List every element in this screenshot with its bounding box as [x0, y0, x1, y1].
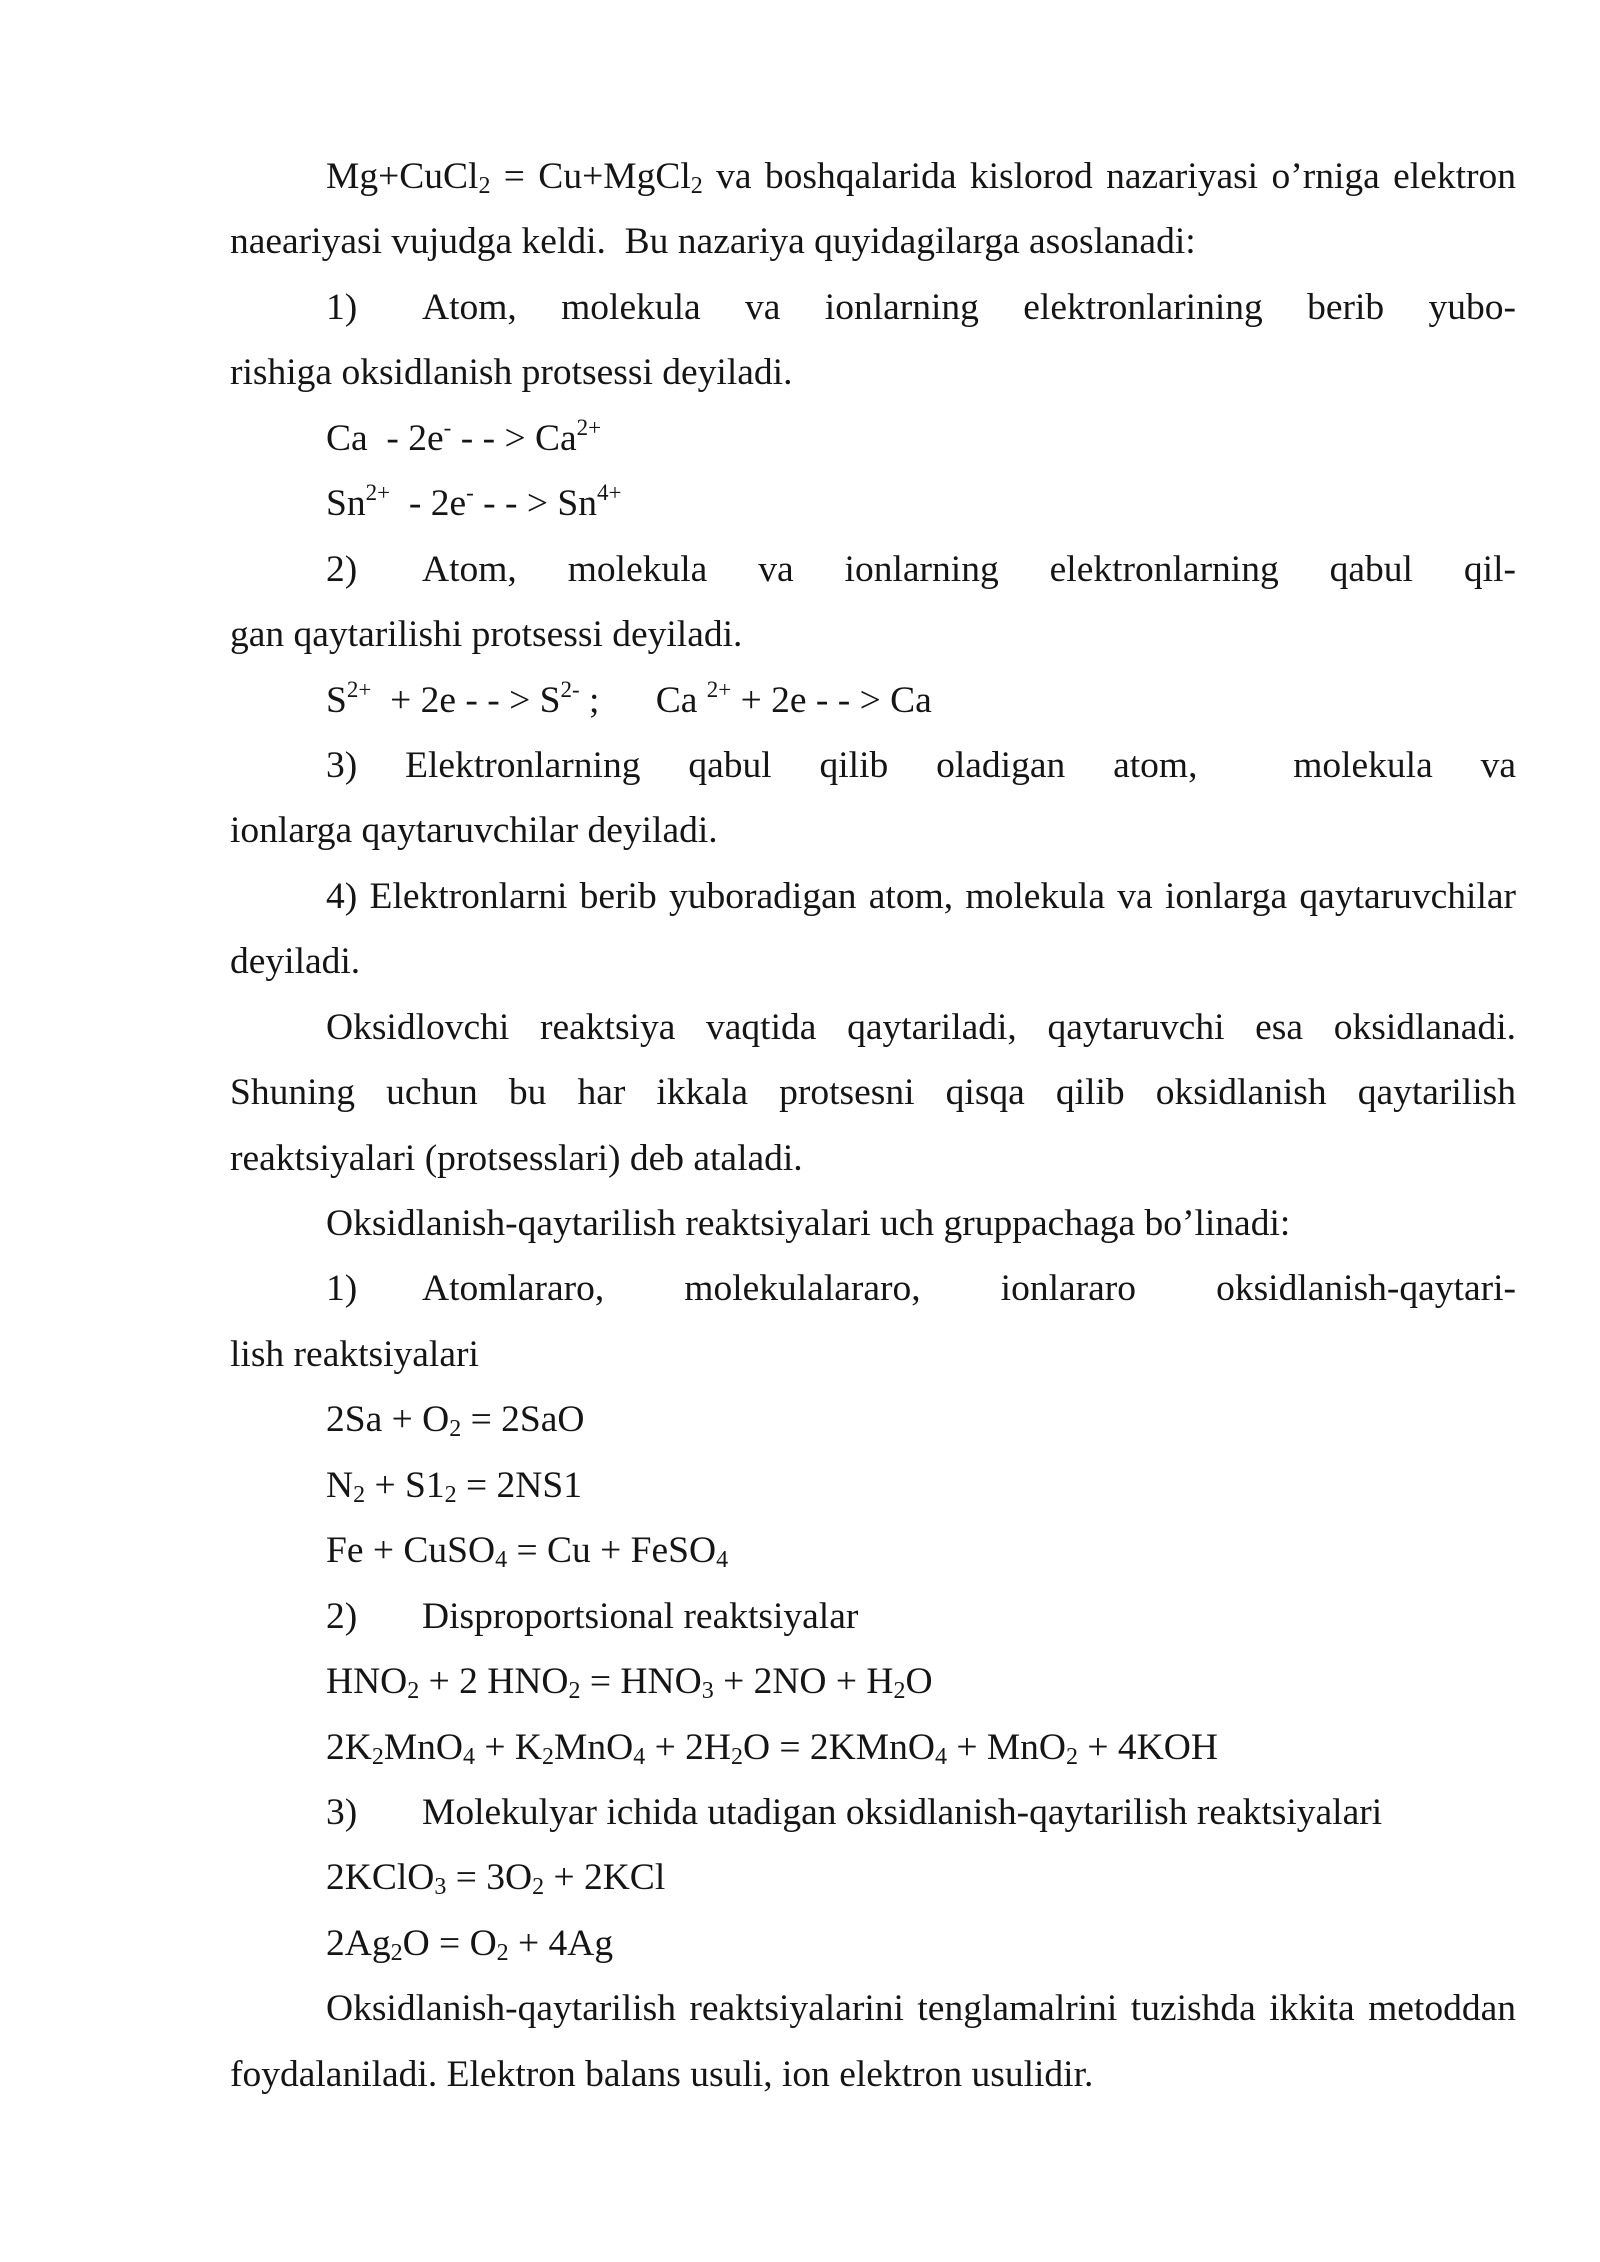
text-run: + 2e - - > S — [371, 679, 561, 721]
subscript: 2 — [449, 1416, 462, 1443]
text-run: foydalaniladi. Elektron balans usuli, ion elektron usulidir. — [230, 2053, 1094, 2095]
text-line — [230, 1322, 1516, 1387]
superscript: - — [443, 414, 452, 440]
text-run: lish reaktsiyalari — [230, 1333, 479, 1375]
superscript: 2- — [560, 676, 580, 702]
subscript: 2 — [444, 1481, 457, 1508]
text-run: MnO — [554, 1726, 634, 1768]
subscript: 2 — [690, 173, 703, 199]
text-run: 4) Elektronlarni berib yuboradigan atom, molekula va ionlarga qaytaruvchilar — [326, 875, 1516, 917]
text-run: ionlarga qaytaruvchilar deyiladi. — [230, 810, 718, 852]
text-run: - 2e — [390, 483, 467, 525]
text-run: + 4KOH — [1078, 1726, 1218, 1768]
text-run: gan qaytarilishi protsessi deyiladi. — [230, 614, 743, 656]
text-run: + S1 — [365, 1464, 445, 1506]
text-run: = 2SaO — [461, 1399, 585, 1441]
text-line — [230, 1060, 1516, 1125]
list-item-line — [230, 275, 1516, 340]
text-run: Molekulyar ichida utadigan oksidlanish-qaytarilish reaktsiyalari — [422, 1791, 1383, 1833]
list-number: 1) — [326, 1268, 358, 1310]
equation-line — [230, 471, 1516, 536]
subscript: 2 — [478, 173, 491, 199]
text-run: Sn — [326, 483, 366, 525]
text-run: = 3O — [446, 1857, 533, 1899]
text-run: Oksidlovchi reaktsiya vaqtida qaytariladi, qaytaruvchi esa oksidlanadi. — [326, 1006, 1516, 1048]
subscript: 2 — [730, 1743, 743, 1770]
text-line — [230, 209, 1516, 274]
list-number: 2) — [326, 1595, 358, 1637]
list-item-line — [230, 1584, 1516, 1649]
text-line — [230, 929, 1516, 994]
text-run: = Cu+MgCl — [490, 156, 691, 197]
subscript: 2 — [496, 1939, 509, 1966]
text-run: + 2H — [645, 1726, 731, 1768]
text-line — [230, 798, 1516, 863]
superscript: 2+ — [706, 676, 732, 702]
text-run: - - > Ca — [451, 417, 577, 459]
subscript: 2 — [893, 1678, 906, 1705]
text-run: 2KClO — [326, 1857, 435, 1899]
text-run: Ca - 2e — [326, 417, 444, 459]
text-run: MnO — [383, 1726, 464, 1768]
text-run: naeariyasi vujudga keldi. Bu nazariya quyidagilarga asoslanadi: — [230, 221, 1196, 263]
text-run: Oksidlanish-qaytarilish reaktsiyalarini tenglamalrini tuzishda ikkita metoddan — [326, 1988, 1516, 2030]
superscript: 2+ — [365, 480, 391, 506]
text-run: Atom, molekula va ionlarning elektronlarning qabul qil- — [422, 548, 1516, 590]
text-run: N — [326, 1464, 354, 1506]
list-number: 1) — [326, 286, 358, 328]
equation-line — [230, 1387, 1516, 1452]
text-line — [230, 1191, 1516, 1256]
text-line — [230, 1126, 1516, 1191]
text-run: O = 2KMnO — [742, 1726, 935, 1768]
subscript: 2 — [542, 1743, 555, 1770]
text-run: O — [905, 1661, 933, 1703]
list-number: 3) — [326, 1791, 358, 1833]
subscript: 2 — [532, 1874, 545, 1901]
superscript: 4+ — [597, 480, 622, 506]
subscript: 4 — [716, 1547, 729, 1574]
text-run: Shuning uchun bu har ikkala protsesni qisqa qilib oksidlanish qaytarilish — [230, 1072, 1516, 1114]
subscript: 2 — [568, 1678, 581, 1705]
subscript: 4 — [495, 1547, 508, 1574]
subscript: 2 — [1066, 1743, 1079, 1770]
text-run: Fe + CuSO — [326, 1530, 496, 1572]
subscript: 4 — [633, 1743, 646, 1770]
equation-line — [230, 1453, 1516, 1518]
list-item-line — [230, 733, 1516, 798]
subscript: 2 — [353, 1481, 366, 1508]
list-number: 2) — [326, 548, 358, 590]
text-run: 2Sa + O — [326, 1399, 450, 1441]
text-run: = 2NS1 — [456, 1464, 582, 1506]
text-run: = HNO — [580, 1661, 702, 1703]
text-run: rishiga oksidlanish protsessi deyiladi. — [230, 352, 793, 394]
text-run: + MnO — [946, 1726, 1067, 1768]
text-line — [230, 1976, 1516, 2041]
text-run: + 4Ag — [508, 1922, 614, 1964]
equation-line — [230, 668, 1516, 733]
list-item-line — [230, 1780, 1516, 1845]
list-item-line — [230, 537, 1516, 602]
text-run: + 2 HNO — [419, 1661, 569, 1703]
superscript: 2+ — [576, 414, 602, 440]
text-run: + 2e - - > Ca — [731, 679, 932, 721]
text-run: ; Ca — [579, 679, 707, 721]
equation-line — [230, 1518, 1516, 1583]
text-line — [230, 340, 1516, 405]
text-run: + K — [475, 1726, 543, 1768]
text-run: = Cu + FeSO — [507, 1530, 717, 1572]
text-run: 3) Elektronlarning qabul qilib oladigan atom, molekula va — [326, 744, 1516, 786]
text-run: S — [326, 679, 347, 721]
text-line — [230, 144, 1516, 209]
text-run: reaktsiyalari (protsesslari) deb ataladi. — [230, 1137, 803, 1179]
equation-line — [230, 1649, 1516, 1714]
text-run: - - > Sn — [473, 483, 598, 525]
text-run: Mg+CuCl — [326, 156, 479, 197]
text-line — [230, 602, 1516, 667]
equation-line — [230, 406, 1516, 471]
subscript: 4 — [934, 1743, 947, 1770]
superscript: 2+ — [346, 676, 372, 702]
text-line — [230, 995, 1516, 1060]
superscript: - — [466, 480, 474, 506]
equation-line — [230, 1845, 1516, 1910]
equation-line — [230, 1715, 1516, 1780]
list-item-line — [230, 1256, 1516, 1321]
subscript: 3 — [701, 1678, 714, 1705]
equation-line — [230, 1911, 1516, 1976]
text-run: + 2NO + H — [713, 1661, 894, 1703]
text-run: Atomlararo, molekulalararo, ionlararo oksidlanish-qaytari- — [422, 1268, 1516, 1310]
list-item-line — [230, 864, 1516, 929]
text-run: deyiladi. — [230, 941, 361, 983]
subscript: 2 — [407, 1678, 420, 1705]
text-run: va boshqalarida kislorod nazariyasi o’rniga elektron — [702, 156, 1516, 197]
subscript: 3 — [434, 1874, 447, 1901]
text-run: Disproportsional reaktsiyalar — [422, 1595, 859, 1637]
text-run: 2K — [326, 1726, 372, 1768]
text-line — [230, 2042, 1516, 2107]
text-run: + 2KCl — [544, 1857, 666, 1899]
text-run: 2Ag — [326, 1922, 391, 1964]
subscript: 2 — [390, 1939, 403, 1966]
subscript: 4 — [463, 1743, 476, 1770]
text-run: HNO — [326, 1661, 408, 1703]
subscript: 2 — [371, 1743, 384, 1770]
text-run: Atom, molekula va ionlarning elektronlarining berib yubo- — [422, 286, 1516, 328]
text-run: Oksidlanish-qaytarilish reaktsiyalari uch gruppachaga bo’linadi: — [326, 1203, 1291, 1244]
text-run: O = O — [402, 1922, 497, 1964]
